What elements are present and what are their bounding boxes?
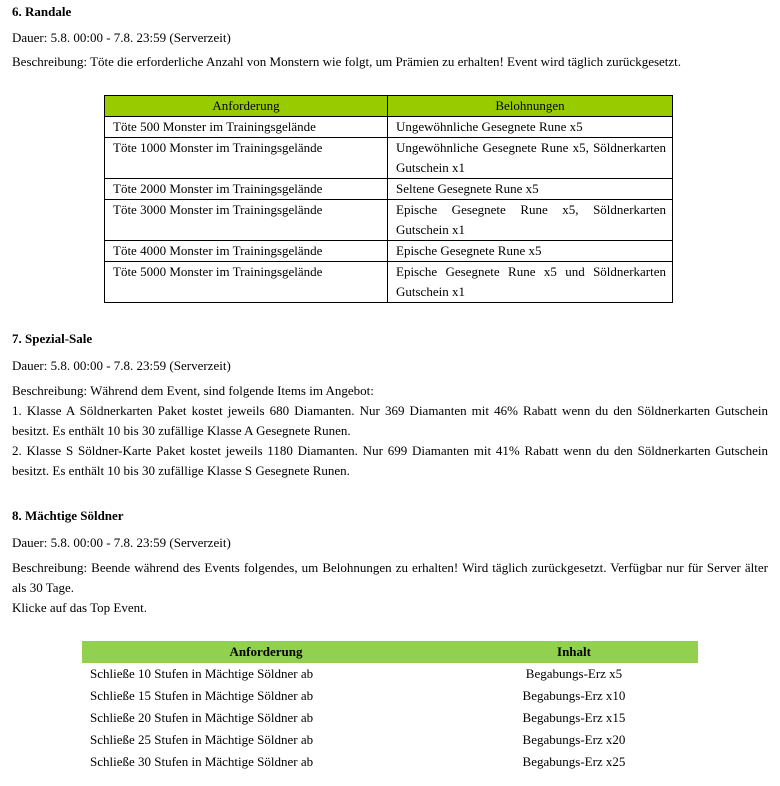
reward-cell: Seltene Gesegnete Rune x5 bbox=[388, 179, 673, 200]
maechtige-soeldner-table bbox=[82, 641, 698, 773]
section-7-duration: Dauer: 5.8. 00:00 - 7.8. 23:59 (Serverzeit) bbox=[12, 358, 231, 373]
requirement-cell: Töte 5000 Monster im Trainingsgelände bbox=[105, 262, 388, 303]
requirement-cell: Töte 1000 Monster im Trainingsgelände bbox=[105, 138, 388, 179]
table-row bbox=[105, 117, 673, 138]
requirement-cell: Schließe 25 Stufen in Mächtige Söldner ab bbox=[90, 732, 314, 747]
section-6-title: 6. Randale bbox=[12, 4, 72, 19]
section-7-body bbox=[12, 381, 768, 481]
reward-cell: Epische Gesegnete Rune x5 und Söldnerkarten Gutschein x1 bbox=[388, 262, 673, 303]
table-header-row bbox=[105, 96, 673, 117]
table-row bbox=[82, 751, 698, 773]
table-row bbox=[82, 685, 698, 707]
table-row bbox=[82, 663, 698, 685]
reward-cell: Epische Gesegnete Rune x5, Söldnerkarten Gutschein x1 bbox=[388, 200, 673, 241]
requirement-cell: Schließe 30 Stufen in Mächtige Söldner ab bbox=[90, 754, 314, 769]
table-row bbox=[82, 729, 698, 751]
column-header-rewards: Belohnungen bbox=[388, 96, 673, 117]
sale-item-2: 2. Klasse S Söldner-Karte Paket kostet jeweils 1180 Diamanten. Nur 699 Diamanten mit 41% Rabatt wenn du den Söldnerkarten Gutschein besitzt. Es enthält 10 bis 30 zufällige Klasse S Gesegnete Runen. bbox=[12, 443, 768, 478]
section-8-body bbox=[12, 558, 768, 618]
column-header-requirement: Anforderung bbox=[105, 96, 388, 117]
section-7-title: 7. Spezial-Sale bbox=[12, 331, 93, 346]
section-7-intro: Beschreibung: Während dem Event, sind folgende Items im Angebot: bbox=[12, 383, 374, 398]
requirement-cell: Töte 500 Monster im Trainingsgelände bbox=[105, 117, 388, 138]
section-8-duration: Dauer: 5.8. 00:00 - 7.8. 23:59 (Serverzeit) bbox=[12, 535, 231, 550]
requirement-cell: Töte 4000 Monster im Trainingsgelände bbox=[105, 241, 388, 262]
column-header-content: Inhalt bbox=[450, 641, 698, 663]
section-8-description: Beschreibung: Beende während des Events folgendes, um Belohnungen zu erhalten! Wird täglich zurückgesetzt. Verfügbar nur für Server älter als 30 Tage. bbox=[12, 560, 768, 595]
requirement-cell: Schließe 10 Stufen in Mächtige Söldner ab bbox=[90, 666, 314, 681]
content-cell: Begabungs-Erz x5 bbox=[525, 666, 623, 681]
reward-cell: Ungewöhnliche Gesegnete Rune x5, Söldnerkarten Gutschein x1 bbox=[388, 138, 673, 179]
table-row bbox=[105, 138, 673, 179]
table-row bbox=[82, 707, 698, 729]
column-header-requirement: Anforderung bbox=[82, 641, 450, 663]
table-row bbox=[105, 262, 673, 303]
requirement-cell: Töte 3000 Monster im Trainingsgelände bbox=[105, 200, 388, 241]
sale-item-1: 1. Klasse A Söldnerkarten Paket kostet jeweils 680 Diamanten. Nur 369 Diamanten mit 46% Rabatt wenn du den Söldnerkarten Gutschein besitzt. Es enthält 10 bis 30 zufällige Klasse A Gesegnete Runen. bbox=[12, 403, 768, 438]
table-row bbox=[105, 241, 673, 262]
content-cell: Begabungs-Erz x10 bbox=[522, 688, 626, 703]
table-header-row bbox=[82, 641, 698, 663]
section-6-duration: Dauer: 5.8. 00:00 - 7.8. 23:59 (Serverzeit) bbox=[12, 30, 231, 45]
section-8-hint: Klicke auf das Top Event. bbox=[12, 600, 147, 615]
section-6-description: Beschreibung: Töte die erforderliche Anzahl von Monstern wie folgt, um Prämien zu erhalten! Event wird täglich zurückgesetzt. bbox=[12, 54, 682, 69]
requirement-cell: Töte 2000 Monster im Trainingsgelände bbox=[105, 179, 388, 200]
content-cell: Begabungs-Erz x20 bbox=[522, 732, 626, 747]
reward-cell: Epische Gesegnete Rune x5 bbox=[388, 241, 673, 262]
section-8-title: 8. Mächtige Söldner bbox=[12, 508, 124, 523]
reward-cell: Ungewöhnliche Gesegnete Rune x5 bbox=[388, 117, 673, 138]
table-row bbox=[105, 179, 673, 200]
table-row bbox=[105, 200, 673, 241]
randale-reward-table bbox=[104, 95, 673, 303]
content-cell: Begabungs-Erz x25 bbox=[522, 754, 626, 769]
requirement-cell: Schließe 20 Stufen in Mächtige Söldner ab bbox=[90, 710, 314, 725]
content-cell: Begabungs-Erz x15 bbox=[522, 710, 626, 725]
requirement-cell: Schließe 15 Stufen in Mächtige Söldner ab bbox=[90, 688, 314, 703]
